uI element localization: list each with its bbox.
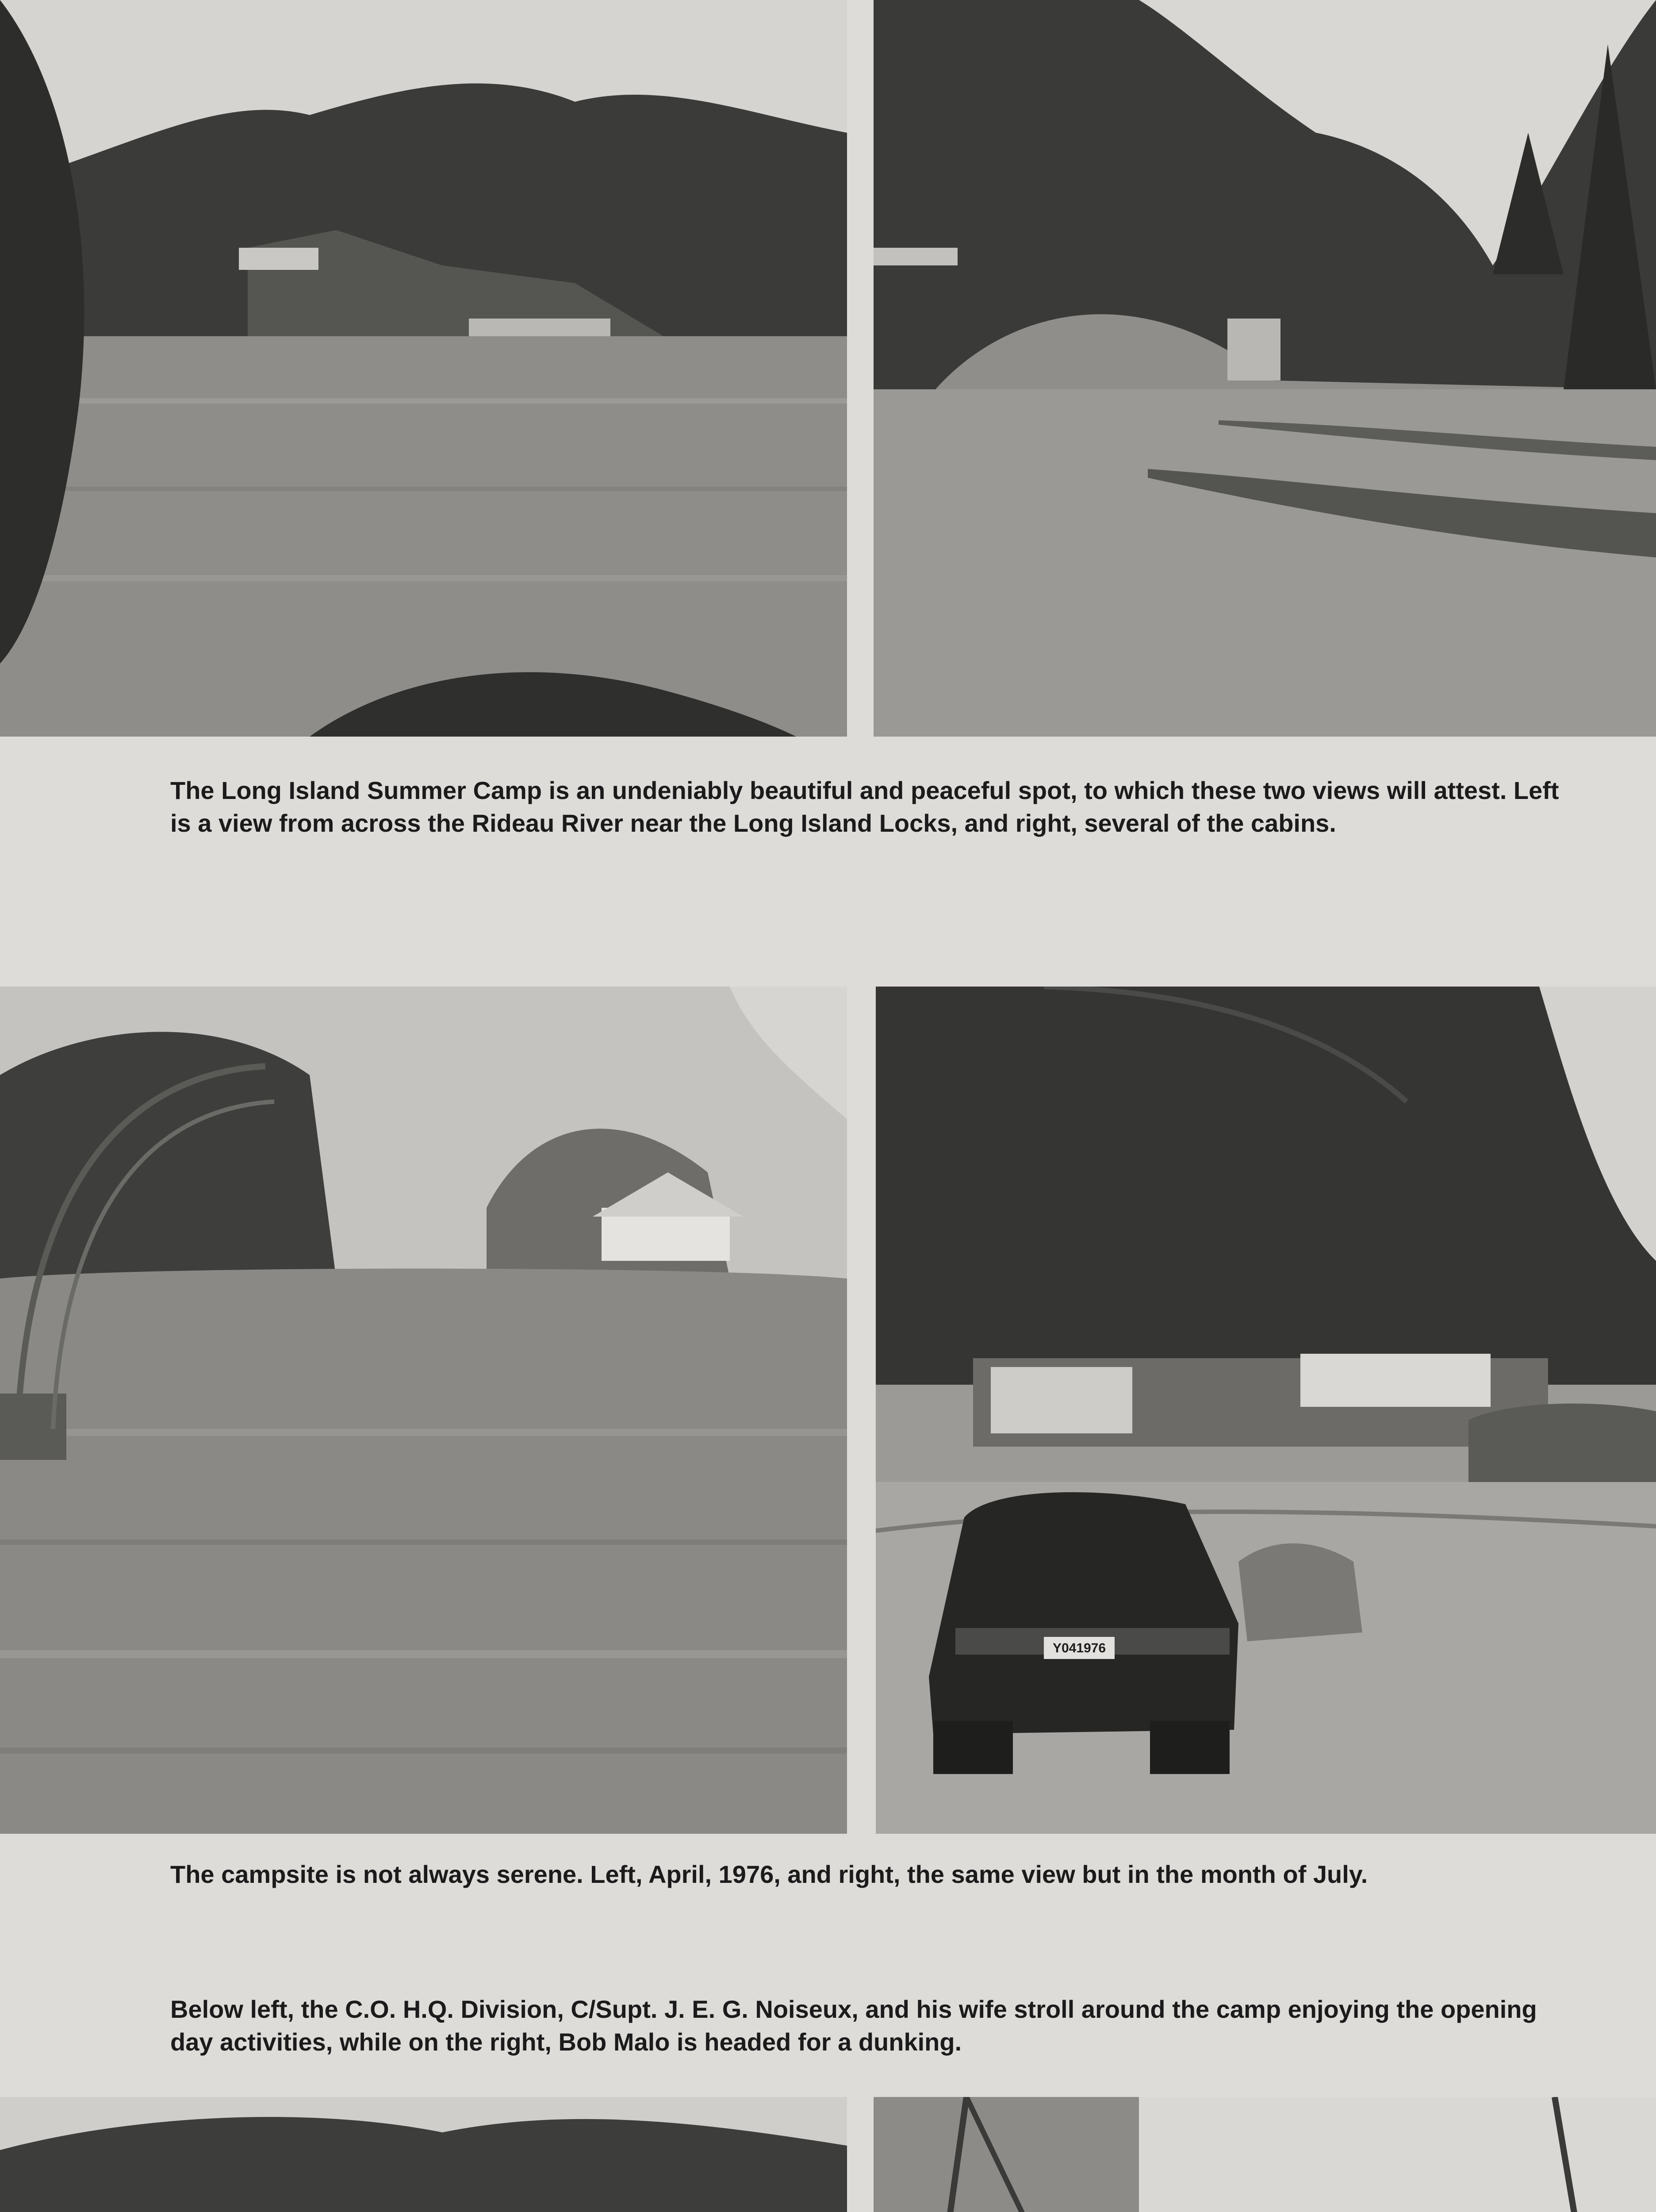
photo-cabins <box>874 0 1656 737</box>
cabins-image <box>874 0 1656 737</box>
caption-opening-day: Below left, the C.O. H.Q. Division, C/Supt. J. E. G. Noiseux, and his wife stroll around the camp enjoying the opening day activities, while on the right, Bob Malo is headed for a dunking. <box>170 1995 1537 2056</box>
caption-campsite-serene: The campsite is not always serene. Left, April, 1976, and right, the same view but in the month of July. <box>170 1860 1368 1888</box>
river-view-image <box>0 0 847 737</box>
photo-opening-day-crowd <box>0 2097 847 2212</box>
flooded-campsite-image <box>0 987 847 1834</box>
photo-river-view <box>0 0 847 737</box>
photo-flooded-campsite <box>0 987 847 1834</box>
opening-day-crowd-image <box>0 2097 847 2212</box>
car-license-plate: Y041976 <box>1052 1641 1106 1655</box>
photo-dunk-tank <box>874 2097 1656 2212</box>
photo-campsite-july <box>876 987 1656 1834</box>
caption-summer-camp: The Long Island Summer Camp is an undeniably beautiful and peaceful spot, to which these two views will attest. Left is a view from across the Rideau River near the Long Island Locks, and right, several of the cabins. <box>170 776 1559 837</box>
campsite-july-image <box>876 987 1656 1834</box>
dunk-tank-image <box>874 2097 1656 2212</box>
